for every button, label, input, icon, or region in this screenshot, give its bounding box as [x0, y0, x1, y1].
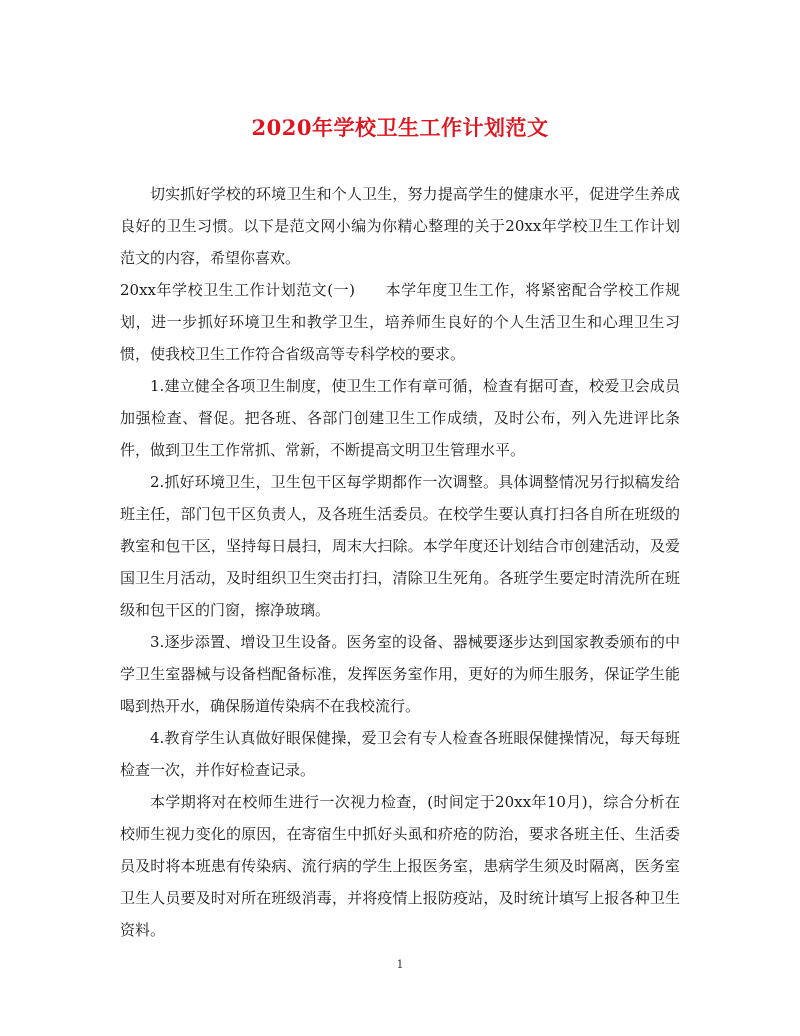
item-4-paragraph: 4.教育学生认真做好眼保健操，爱卫会有专人检查各班眼保健操情况，每天每班检查一次，并作好检查记录。 [120, 729, 680, 779]
item-1-paragraph: 1.建立健全各项卫生制度，使卫生工作有章可循，检查有据可查，校爱卫会成员加强检查、督促。把各班、各部门创建卫生工作成绩，及时公布，列入先进评比条件，做到卫生工作常抓、常新，不断提高文明卫生管理水平。 [120, 377, 680, 459]
page-number: 1 [396, 958, 404, 971]
vision-check-paragraph: 本学期将对在校师生进行一次视力检查，(时间定于20xx年10月)，综合分析在校师生视力变化的原因，在寄宿生中抓好头虱和疥疮的防治，要求各班主任、生活委员及时将本班患有传染病、流行病的学生上报医务室，患病学生须及时隔离，医务室卫生人员要及时对所在班级消毒，并将疫情上报防疫站，及时统计填写上报各种卫生资料。 [120, 793, 680, 939]
document-title: 2020年学校卫生工作计划范文 [251, 115, 549, 140]
document-body [120, 178, 680, 946]
intro-paragraph: 切实抓好学校的环境卫生和个人卫生，努力提高学生的健康水平，促进学生养成良好的卫生习惯。以下是范文网小编为你精心整理的关于20xx年学校卫生工作计划范文的内容，希望你喜欢。 [120, 185, 680, 267]
item-3-paragraph: 3.逐步添置、增设卫生设备。医务室的设备、器械要逐步达到国家教委颁布的中学卫生室器械与设备档配备标准，发挥医务室作用，更好的为师生服务，保证学生能喝到热开水，确保肠道传染病不在我校流行。 [120, 633, 680, 715]
section-paragraph [120, 274, 680, 370]
item-2-paragraph: 2.抓好环境卫生，卫生包干区每学期都作一次调整。具体调整情况另行拟稿发给班主任，部门包干区负责人，及各班生活委员。在校学生要认真打扫各自所在班级的教室和包干区，坚持每日晨扫，周末大扫除。本学年度还计划结合市创建活动，及爱国卫生月活动，及时组织卫生突击打扫，清除卫生死角。各班学生要定时清洗所在班级和包干区的门窗，擦净玻璃。 [120, 473, 680, 619]
section-heading: 20xx年学校卫生工作计划范文(一) [120, 281, 356, 299]
section-intro-text: 本学年度卫生工作，将紧密配合学校工作规划，进一步抓好环境卫生和教学卫生，培养师生良好的个人生活卫生和心理卫生习惯，使我校卫生工作符合省级高等专科学校的要求。 [120, 281, 680, 363]
